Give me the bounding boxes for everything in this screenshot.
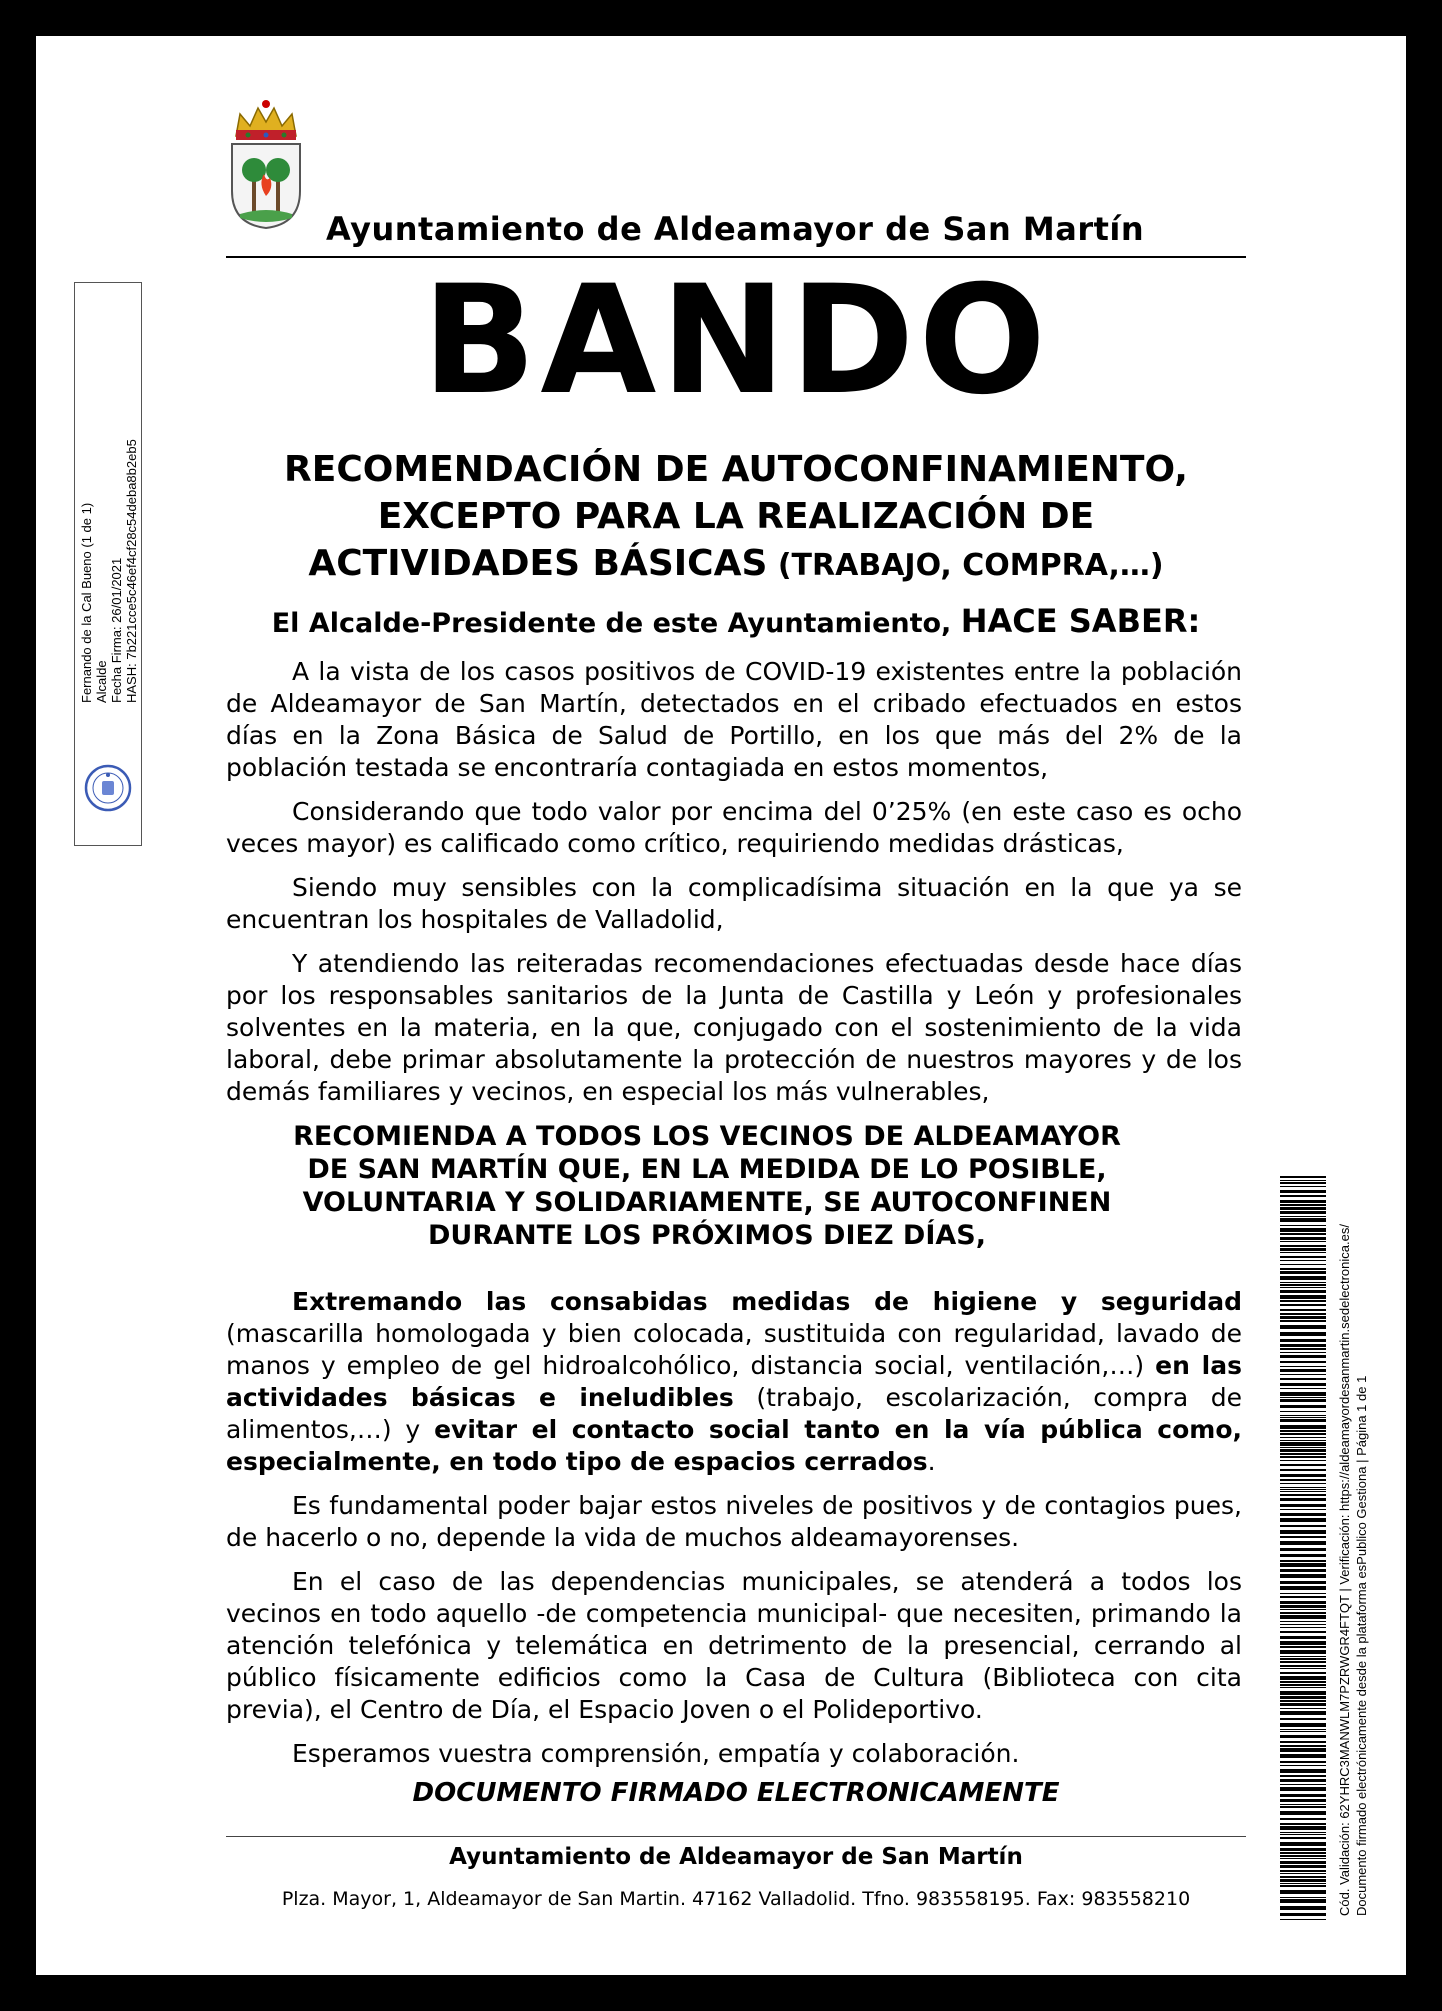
barcode-bar	[1280, 1883, 1326, 1884]
barcode-bar	[1280, 1479, 1326, 1481]
p5-bold-2: en las actividades básicas e ineludibles	[226, 1351, 1242, 1412]
barcode-bar	[1280, 1474, 1326, 1477]
barcode-bar	[1280, 1290, 1326, 1293]
barcode-bar	[1280, 1366, 1326, 1367]
barcode-bar	[1280, 1646, 1326, 1648]
barcode-bar	[1280, 1765, 1326, 1766]
barcode-bar	[1280, 1784, 1326, 1785]
subtitle-line-3	[226, 540, 1246, 589]
barcode-bar	[1280, 1855, 1326, 1857]
footer-address: Plza. Mayor, 1, Aldeamayor de San Martin. 47162 Valladolid. Tfno. 983558195. Fax: 983558210	[281, 1888, 1191, 1910]
barcode-bar	[1280, 1631, 1326, 1633]
barcode-bar	[1280, 1433, 1326, 1435]
barcode-bar	[1280, 1899, 1326, 1903]
barcode-bar	[1280, 1361, 1326, 1363]
barcode-bar	[1280, 1200, 1326, 1203]
paragraph-5	[226, 1286, 1242, 1478]
barcode-bar	[1280, 1890, 1326, 1894]
barcode-bar	[1280, 1806, 1326, 1808]
barcode-bar	[1280, 1207, 1326, 1210]
barcode-bar	[1280, 1536, 1326, 1538]
barcode-bar	[1280, 1913, 1326, 1916]
barcode-bar	[1280, 1581, 1326, 1584]
barcode-bar	[1280, 1621, 1326, 1622]
signature-box	[74, 282, 142, 846]
barcode-bar	[1280, 1182, 1326, 1184]
barcode-bar	[1280, 1440, 1326, 1441]
barcode-bar	[1280, 1295, 1326, 1299]
barcode-bar	[1280, 1355, 1326, 1358]
barcode-bar	[1280, 1601, 1326, 1604]
barcode-bar	[1280, 1735, 1326, 1738]
barcode-bar	[1280, 1237, 1326, 1240]
barcode-bar	[1280, 1834, 1326, 1835]
barcode-bar	[1280, 1352, 1326, 1353]
barcode-bar	[1280, 1216, 1326, 1217]
barcode-bar	[1280, 1560, 1326, 1562]
barcode-bar	[1280, 1282, 1326, 1283]
barcode-bar	[1280, 1509, 1326, 1510]
barcode-bar	[1280, 1609, 1326, 1610]
barcode-bar	[1280, 1218, 1326, 1222]
barcode-bar	[1280, 1374, 1326, 1375]
recommendation-line-1: RECOMIENDA A TODOS LOS VECINOS DE ALDEAMAYOR	[293, 1121, 1121, 1152]
validation-line-2: Documento firmado electrónicamente desde la plataforma esPublico Gestiona | Página 1 de 1	[1354, 1375, 1369, 1916]
validation-text	[1336, 1156, 1370, 1916]
barcode-bar	[1280, 1456, 1326, 1458]
barcode-bar	[1280, 1348, 1326, 1350]
footer-divider	[226, 1836, 1246, 1837]
barcode-bar	[1280, 1865, 1326, 1868]
announcer-emphasis: HACE SABER:	[960, 602, 1201, 640]
barcode-bar	[1280, 1615, 1326, 1619]
barcode-bar	[1280, 1775, 1326, 1777]
barcode-bar	[1280, 1700, 1326, 1702]
barcode-bar	[1280, 1483, 1326, 1484]
barcode-bar	[1280, 1586, 1326, 1590]
barcode-bar	[1280, 1284, 1326, 1286]
barcode-bar	[1280, 1799, 1326, 1802]
barcode-bar	[1280, 1460, 1326, 1461]
sign-date: Fecha Firma: 26/01/2021	[109, 557, 124, 703]
barcode-bar	[1280, 1837, 1326, 1839]
paragraph-3: Siendo muy sensibles con la complicadísima situación en la que ya se encuentran los hospitales de Valladolid,	[226, 873, 1242, 934]
barcode-bar	[1280, 1818, 1326, 1820]
barcode-bar	[1280, 1548, 1326, 1551]
barcode-bar	[1280, 1861, 1326, 1864]
barcode-bar	[1280, 1469, 1326, 1471]
barcode-bar	[1280, 1464, 1326, 1466]
barcode-bar	[1280, 1873, 1326, 1874]
p5-bold-1: Extremando las consabidas medidas de higiene y seguridad	[292, 1287, 1242, 1316]
barcode-bar	[1280, 1696, 1326, 1699]
barcode-bar	[1280, 1176, 1326, 1178]
barcode-bar	[1280, 1309, 1326, 1311]
barcode-bar	[1280, 1593, 1326, 1594]
subtitle-line-1: RECOMENDACIÓN DE AUTOCONFINAMIENTO,	[284, 449, 1188, 490]
recommendation-line-2: DE SAN MARTÍN QUE, EN LA MEDIDA DE LO POSIBLE,	[307, 1154, 1107, 1185]
barcode-bar	[1280, 1437, 1326, 1438]
barcode-bar	[1280, 1287, 1326, 1288]
barcode-bar	[1280, 1498, 1326, 1501]
barcode-bar	[1280, 1723, 1326, 1727]
barcode-bar	[1280, 1397, 1326, 1398]
subtitle-line-3-main: ACTIVIDADES BÁSICAS	[308, 543, 768, 584]
barcode-bar	[1280, 1919, 1326, 1920]
barcode-bar	[1280, 1225, 1326, 1226]
barcode-bar	[1280, 1388, 1326, 1389]
barcode-bar	[1280, 1656, 1326, 1657]
barcode-bar	[1280, 1276, 1326, 1280]
paragraph-1: A la vista de los casos positivos de COVID-19 existentes entre la población de Aldeamayor de San Martín, detectados en el cribado efectuados en estos días en la Zona Básica de Salud de Portillo, en los que más del 2% de la población testada se encontraría contagiada en estos momentos,	[226, 657, 1242, 782]
barcode-bar	[1280, 1180, 1326, 1181]
barcode-bar	[1280, 1369, 1326, 1372]
barcode-bar	[1280, 1392, 1326, 1396]
barcode-bar	[1280, 1563, 1326, 1567]
barcode-bar	[1280, 1211, 1326, 1214]
barcode-bar	[1280, 1676, 1326, 1680]
barcode-bar	[1280, 1848, 1326, 1851]
p5-text-2: (trabajo, escolarización, compra de alimentos,…) y	[226, 1383, 1242, 1444]
signed-note: DOCUMENTO FIRMADO ELECTRONICAMENTE	[412, 1778, 1060, 1808]
barcode-bar	[1280, 1453, 1326, 1455]
barcode-bar	[1280, 1411, 1326, 1412]
barcode-bar	[1280, 1325, 1326, 1329]
barcode-bar	[1280, 1708, 1326, 1709]
barcode-bar	[1280, 1672, 1326, 1674]
paragraph-4: Y atendiendo las reiteradas recomendaciones efectuadas desde hace días por los responsables sanitarios de la Junta de Castilla y León y profesionales solventes en la materia, en la que, conjugado con el sostenimiento de la vida laboral, debe primar absolutamente la protección de nuestros mayores y de los demás familiares y vecinos, en especial los más vulnerables,	[226, 949, 1242, 1106]
barcode-bar	[1280, 1344, 1326, 1347]
barcode-bar	[1280, 1691, 1326, 1695]
header	[226, 96, 1246, 258]
barcode-bar	[1280, 1248, 1326, 1251]
signer-role: Alcalde	[94, 660, 109, 703]
barcode-bar	[1280, 1241, 1326, 1242]
barcode-bar	[1280, 1260, 1326, 1261]
official-seal-icon	[83, 763, 133, 813]
validation-line-1: Cód. Validación: 62YHRC3MANWLM7PZRWGR4FTQT | Verificación: https://aldeamayordesanmartin.sedelectronica.es/	[1337, 1224, 1352, 1916]
barcode-bar	[1280, 1195, 1326, 1197]
subtitle-line-3-note: (TRABAJO, COMPRA,…)	[767, 548, 1164, 583]
barcode-bar	[1280, 1897, 1326, 1898]
barcode-bar	[1280, 1530, 1326, 1534]
barcode-bar	[1280, 1852, 1326, 1854]
sign-hash: HASH: 7b221cce5c46ef4cf28c54deba8b2eb5	[124, 439, 139, 703]
barcode-bar	[1280, 1491, 1326, 1492]
paragraph-6: Es fundamental poder bajar estos niveles de positivos y de contagios pues, de hacerlo o no, depende la vida de muchos aldeamayorenses.	[226, 1491, 1242, 1552]
barcode-bar	[1280, 1245, 1326, 1247]
signer-name: Fernando de la Cal Bueno (1 de 1)	[79, 502, 94, 703]
barcode-bar	[1280, 1779, 1326, 1782]
barcode-bar	[1280, 1729, 1326, 1730]
recommendation-line-4: DURANTE LOS PRÓXIMOS DIEZ DÍAS,	[428, 1220, 986, 1251]
p5-bold-3: evitar el contacto social tanto en la vía pública como, especialmente, en todo tipo de espacios cerrados	[226, 1415, 1243, 1476]
barcode-bar	[1280, 1826, 1326, 1830]
barcode-bar	[1280, 1711, 1326, 1715]
barcode-bar	[1280, 1449, 1326, 1452]
recommendation-block	[226, 1120, 1242, 1252]
barcode-bar	[1280, 1906, 1326, 1910]
barcode-bar	[1280, 1605, 1326, 1608]
barcode-bar	[1280, 1787, 1326, 1791]
barcode-bar	[1280, 1442, 1326, 1446]
barcode-bar	[1280, 1624, 1326, 1625]
barcode-bar	[1280, 1876, 1326, 1878]
barcode-bar	[1280, 1268, 1326, 1270]
paragraph-8: Esperamos vuestra comprensión, empatía y colaboración.	[292, 1739, 1020, 1768]
barcode-bar	[1280, 1870, 1326, 1872]
barcode-bar	[1280, 1419, 1326, 1422]
document-title: BANDO	[422, 254, 1050, 428]
barcode-bar	[1280, 1264, 1326, 1265]
barcode-bar	[1280, 1378, 1326, 1380]
barcode-bar	[1280, 1383, 1326, 1386]
barcode-bar	[1280, 1304, 1326, 1306]
barcode-bar	[1280, 1425, 1326, 1429]
barcode-bar	[1280, 1271, 1326, 1274]
barcode-bar	[1280, 1754, 1326, 1758]
barcode-bar	[1280, 1858, 1326, 1859]
barcode-bar	[1280, 1228, 1326, 1232]
barcode-bar	[1280, 1430, 1326, 1432]
barcode-bar	[1280, 1574, 1326, 1578]
barcode-bar	[1280, 1681, 1326, 1683]
barcode-bar	[1280, 1233, 1326, 1235]
barcode-bar	[1280, 1447, 1326, 1448]
barcode-bar	[1280, 1761, 1326, 1763]
p5-text-3: .	[927, 1447, 936, 1476]
barcode-bar	[1280, 1541, 1326, 1545]
barcode-bar	[1280, 1339, 1326, 1342]
barcode-bar	[1280, 1687, 1326, 1688]
barcode-bar	[1280, 1256, 1326, 1258]
barcode-bar	[1280, 1417, 1326, 1418]
coat-of-arms-icon	[226, 96, 306, 231]
organization-title: Ayuntamiento de Aldeamayor de San Martín	[326, 210, 1145, 248]
barcode-bar	[1280, 1748, 1326, 1752]
barcode-bar	[1280, 1879, 1326, 1882]
recommendation-line-3: VOLUNTARIA Y SOLIDARIAMENTE, SE AUTOCONFINEN	[302, 1187, 1112, 1218]
barcode-bar	[1280, 1569, 1326, 1572]
barcode-bar	[1280, 1596, 1326, 1598]
barcode-bar	[1280, 1718, 1326, 1720]
barcode-bar	[1280, 1252, 1326, 1253]
barcode-bar	[1280, 1494, 1326, 1496]
barcode-bar	[1280, 1525, 1326, 1527]
barcode-bar	[1280, 1885, 1326, 1887]
barcode-bar	[1280, 1658, 1326, 1660]
document-body	[226, 656, 1242, 1782]
barcode-bar	[1280, 1487, 1326, 1488]
barcode-bar	[1280, 1804, 1326, 1805]
barcode-bar	[1280, 1332, 1326, 1336]
barcode-bar	[1280, 1703, 1326, 1706]
barcode-bar	[1280, 1811, 1326, 1815]
barcode-bar	[1280, 1190, 1326, 1193]
barcode-bar	[1280, 1204, 1326, 1206]
barcode-bar	[1280, 1554, 1326, 1557]
barcode-bar	[1280, 1313, 1326, 1315]
barcode-bar	[1280, 1794, 1326, 1797]
barcode-bar	[1280, 1741, 1326, 1743]
barcode-bar	[1280, 1832, 1326, 1833]
barcode-bar	[1280, 1641, 1326, 1645]
barcode-bar	[1280, 1399, 1326, 1402]
subtitle-line-2: EXCEPTO PARA LA REALIZACIÓN DE	[377, 496, 1095, 537]
announcer	[226, 602, 1246, 640]
barcode-icon	[1280, 1176, 1326, 1920]
signature-text	[75, 143, 139, 703]
paragraph-7: En el caso de las dependencias municipales, se atenderá a todos los vecinos en todo aquello -de competencia municipal- que necesiten, primando la atención telefónica y telemática en detrimento de la presencial, cerrando al público físicamente edificios como la Casa de Cultura (Biblioteca con cita previa), el Centro de Día, el Espacio Joven o el Polideportivo.	[226, 1567, 1242, 1724]
paragraph-2: Considerando que todo valor por encima del 0’25% (en este caso es ocho veces mayor) es calificado como crítico, requiriendo medidas drásticas,	[226, 797, 1242, 858]
barcode-bar	[1280, 1769, 1326, 1773]
barcode-bar	[1280, 1316, 1326, 1319]
barcode-bar	[1280, 1300, 1326, 1302]
barcode-bar	[1280, 1665, 1326, 1667]
barcode-bar	[1280, 1405, 1326, 1408]
barcode-bar	[1280, 1823, 1326, 1825]
footer-organization: Ayuntamiento de Aldeamayor de San Martín	[449, 1844, 1023, 1870]
barcode-bar	[1280, 1513, 1326, 1516]
p5-text-1: (mascarilla homologada y bien colocada, sustituida con regularidad, lavado de manos y empleo de gel hidroalcohólico, distancia social, ventilación,…)	[226, 1319, 1242, 1380]
barcode-bar	[1280, 1415, 1326, 1416]
barcode-bar	[1280, 1842, 1326, 1846]
barcode-bar	[1280, 1320, 1326, 1322]
barcode-bar	[1280, 1731, 1326, 1732]
barcode-bar	[1280, 1636, 1326, 1639]
barcode-bar	[1280, 1668, 1326, 1669]
barcode-bar	[1280, 1504, 1326, 1507]
barcode-bar	[1280, 1650, 1326, 1654]
barcode-bar	[1280, 1612, 1326, 1614]
barcode-bar	[1280, 1186, 1326, 1187]
barcode-bar	[1280, 1684, 1326, 1686]
document-page	[36, 36, 1406, 1975]
barcode-bar	[1280, 1518, 1326, 1522]
announcer-text: El Alcalde-Presidente de este Ayuntamiento,	[271, 608, 961, 639]
barcode-bar	[1280, 1627, 1326, 1628]
document-subtitle	[226, 446, 1246, 589]
barcode-bar	[1280, 1745, 1326, 1747]
barcode-bar	[1280, 1661, 1326, 1663]
barcode-bar	[1280, 1489, 1326, 1490]
